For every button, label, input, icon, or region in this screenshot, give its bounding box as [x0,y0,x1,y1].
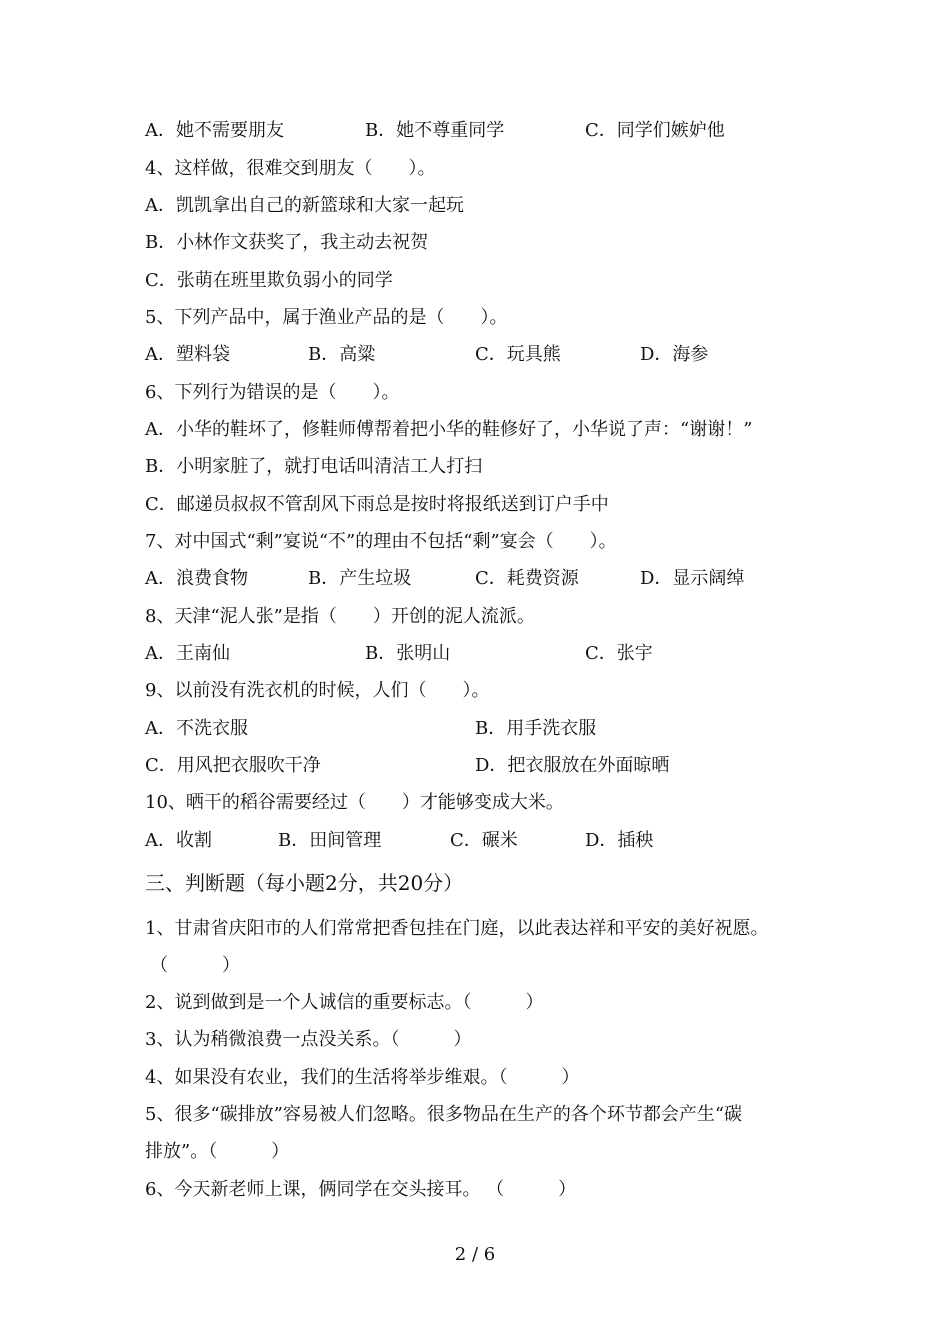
q9-stem: 9、以前没有洗衣机的时候，人们（ ）。 [145,680,490,701]
q6-option-a: A．小华的鞋坏了，修鞋师傅帮着把小华的鞋修好了，小华说了声：“谢谢！” [145,419,753,440]
q10-stem: 10、晒干的稻谷需要经过（ ）才能够变成大米。 [145,792,564,813]
q8-option-c: C．张宇 [585,643,653,664]
judge-2: 2、说到做到是一个人诚信的重要标志。（ ） [145,992,544,1013]
q6-stem: 6、下列行为错误的是（ ）。 [145,382,400,403]
q7-option-c: C．耗费资源 [475,568,579,589]
q5-option-d: D．海参 [640,344,709,365]
q3-option-c: C．同学们嫉妒他 [585,120,725,141]
q9-option-c: C．用风把衣服吹干净 [145,755,321,776]
section-3-title: 三、判断题（每小题2分，共20分） [145,871,464,895]
judge-4: 4、如果没有农业，我们的生活将举步维艰。（ ） [145,1067,580,1088]
judge-1: 1、甘肃省庆阳市的人们常常把香包挂在门庭，以此表达祥和平安的美好祝愿。 [145,918,769,939]
q7-option-a: A．浪费食物 [145,568,248,589]
page-number: 2 / 6 [454,1244,496,1265]
judge-6: 6、今天新老师上课，俩同学在交头接耳。 （ ） [145,1179,577,1200]
q4-option-a: A．凯凯拿出自己的新篮球和大家一起玩 [145,195,464,216]
judge-5: 5、很多“碳排放”容易被人们忽略。很多物品在生产的各个环节都会产生“碳 [145,1104,743,1125]
q3-option-a: A．她不需要朋友 [145,120,284,141]
q9-option-a: A．不洗衣服 [145,718,248,739]
q10-option-b: B．田间管理 [278,830,382,851]
q4-option-c: C．张萌在班里欺负弱小的同学 [145,270,393,291]
q6-option-c: C．邮递员叔叔不管刮风下雨总是按时将报纸送到订户手中 [145,494,609,515]
judge-3: 3、认为稍微浪费一点没关系。（ ） [145,1029,472,1050]
judge-1-bracket: （ ） [150,955,240,976]
q9-option-d: D．把衣服放在外面晾晒 [475,755,670,776]
q3-option-b: B．她不尊重同学 [365,120,505,141]
q8-stem: 8、天津“泥人张”是指（ ）开创的泥人流派。 [145,606,535,627]
q10-option-c: C．碾米 [450,830,518,851]
q5-option-c: C．玩具熊 [475,344,561,365]
q5-stem: 5、下列产品中，属于渔业产品的是（ ）。 [145,307,508,328]
q4-option-b: B．小林作文获奖了，我主动去祝贺 [145,232,429,253]
q6-option-b: B．小明家脏了，就打电话叫清洁工人打扫 [145,456,483,477]
q4-stem: 4、这样做，很难交到朋友（ ）。 [145,158,436,179]
q10-option-d: D．插秧 [585,830,654,851]
q5-option-a: A．塑料袋 [145,344,230,365]
q7-stem: 7、对中国式“剩”宴说“不”的理由不包括“剩”宴会（ ）。 [145,531,617,552]
q5-option-b: B．高粱 [308,344,376,365]
q7-option-d: D．显示阔绰 [640,568,745,589]
q8-option-b: B．张明山 [365,643,451,664]
q9-option-b: B．用手洗衣服 [475,718,597,739]
q7-option-b: B．产生垃圾 [308,568,412,589]
q8-option-a: A．王南仙 [145,643,230,664]
judge-5-cont: 排放”。（ ） [145,1141,290,1162]
q10-option-a: A．收割 [145,830,212,851]
